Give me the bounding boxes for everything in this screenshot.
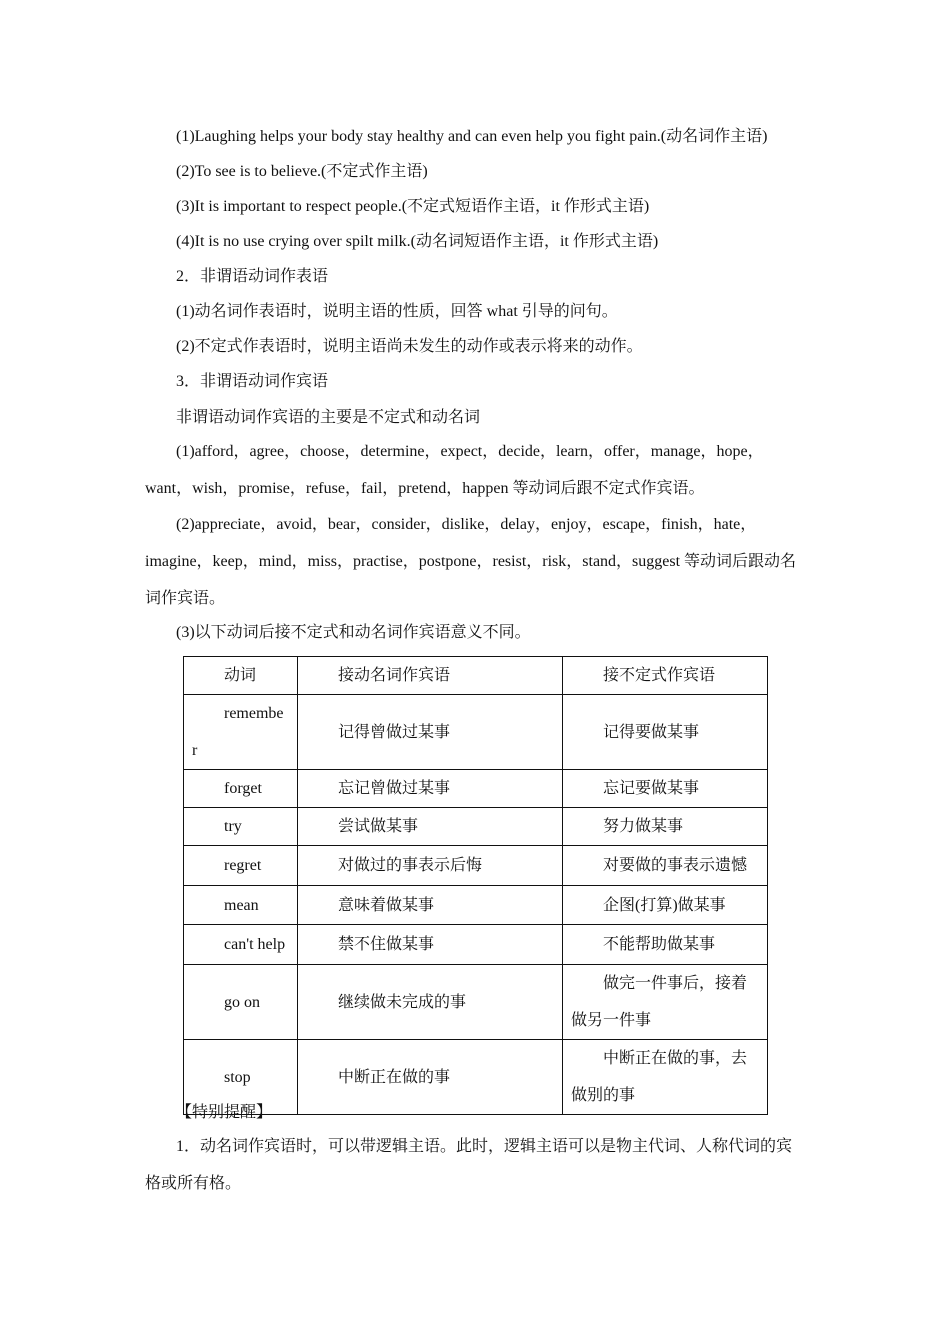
section-3-heading: 3．非谓语动词作宾语: [176, 373, 329, 390]
table-cell-gerund: 记得曾做过某事: [298, 695, 563, 770]
special-note-item-1-text: 1．动名词作宾语时，可以带逻辑主语。此时，逻辑主语可以是物主代词、人称代词的宾格或所有格。: [145, 1138, 793, 1192]
table-cell-verb: go on: [184, 965, 298, 1040]
example-3: (3)It is important to respect people.(不定式短语作主语，it 作形式主语): [176, 198, 650, 215]
table-cell-verb: mean: [184, 886, 298, 925]
table-cell-verb: forget: [184, 770, 298, 808]
section-3-intro: 非谓语动词作宾语的主要是不定式和动名词: [176, 409, 481, 426]
special-note-item-1: [145, 1128, 805, 1202]
table-cell-gerund: 中断正在做的事: [298, 1040, 563, 1115]
section-3-item-2-text: (2)appreciate，avoid，bear，consider，dislike，delay，enjoy，escape，finish，hate，imagine，keep，mind，miss，practise，postpone，resist，risk，stand，suggest 等动词后跟动名词作宾语。: [145, 516, 797, 607]
table-cell-gerund: 禁不住做某事: [298, 925, 563, 965]
section-3-item-1-text: (1)afford，agree，choose，determine，expect，decide，learn，offer，manage，hope，want，wish，promise，refuse，fail，pretend，happen 等动词后跟不定式作宾语。: [145, 443, 764, 497]
verb-text: remember: [192, 705, 284, 759]
table-cell-infinitive: 不能帮助做某事: [563, 925, 768, 965]
table-row: [184, 965, 768, 1040]
section-2-item-2: (2)不定式作表语时，说明主语尚未发生的动作或表示将来的动作。: [176, 338, 643, 355]
section-3-item-2: [145, 506, 805, 617]
table-row: [184, 886, 768, 925]
section-3-item-3: (3)以下动词后接不定式和动名词作宾语意义不同。: [176, 624, 531, 641]
table-row: [184, 695, 768, 770]
example-1: (1)Laughing helps your body stay healthy and can even help you fight pain.(动名词作主语): [176, 128, 768, 145]
table-row: [184, 925, 768, 965]
table-cell-verb: stop: [184, 1040, 298, 1115]
table-cell-verb: try: [184, 808, 298, 846]
table-cell-gerund: 继续做未完成的事: [298, 965, 563, 1040]
header-infinitive: 接不定式作宾语: [563, 657, 768, 695]
table-row: [184, 846, 768, 886]
table-cell-infinitive: 努力做某事: [563, 808, 768, 846]
table-row: [184, 770, 768, 808]
table-cell-infinitive: 忘记要做某事: [563, 770, 768, 808]
header-verb: 动词: [184, 657, 298, 695]
table-cell-infinitive: [563, 965, 768, 1040]
table-row: [184, 808, 768, 846]
section-2-item-1: (1)动名词作表语时，说明主语的性质，回答 what 引导的问句。: [176, 303, 618, 320]
verb-comparison-table: [183, 656, 768, 1115]
table-header-row: [184, 657, 768, 695]
infinitive-text: 中断正在做的事，去做别的事: [571, 1050, 748, 1104]
example-2: (2)To see is to believe.(不定式作主语): [176, 163, 428, 180]
section-3-item-1: [145, 433, 805, 507]
example-4: (4)It is no use crying over spilt milk.(动名词短语作主语，it 作形式主语): [176, 233, 659, 250]
header-gerund: 接动名词作宾语: [298, 657, 563, 695]
infinitive-text: 做完一件事后，接着做另一件事: [571, 975, 748, 1029]
table-cell-gerund: 对做过的事表示后悔: [298, 846, 563, 886]
table-cell-gerund: 尝试做某事: [298, 808, 563, 846]
section-2-heading: 2．非谓语动词作表语: [176, 268, 329, 285]
table-cell-gerund: 忘记曾做过某事: [298, 770, 563, 808]
table-cell-verb: regret: [184, 846, 298, 886]
table-cell-gerund: 意味着做某事: [298, 886, 563, 925]
table-cell-infinitive: 企图(打算)做某事: [563, 886, 768, 925]
table-cell-verb: [184, 695, 298, 770]
special-note-title: 【特别提醒】: [176, 1104, 273, 1121]
table-cell-verb: can't help: [184, 925, 298, 965]
table-cell-infinitive: [563, 1040, 768, 1115]
table-cell-infinitive: 记得要做某事: [563, 695, 768, 770]
table-cell-infinitive: 对要做的事表示遗憾: [563, 846, 768, 886]
